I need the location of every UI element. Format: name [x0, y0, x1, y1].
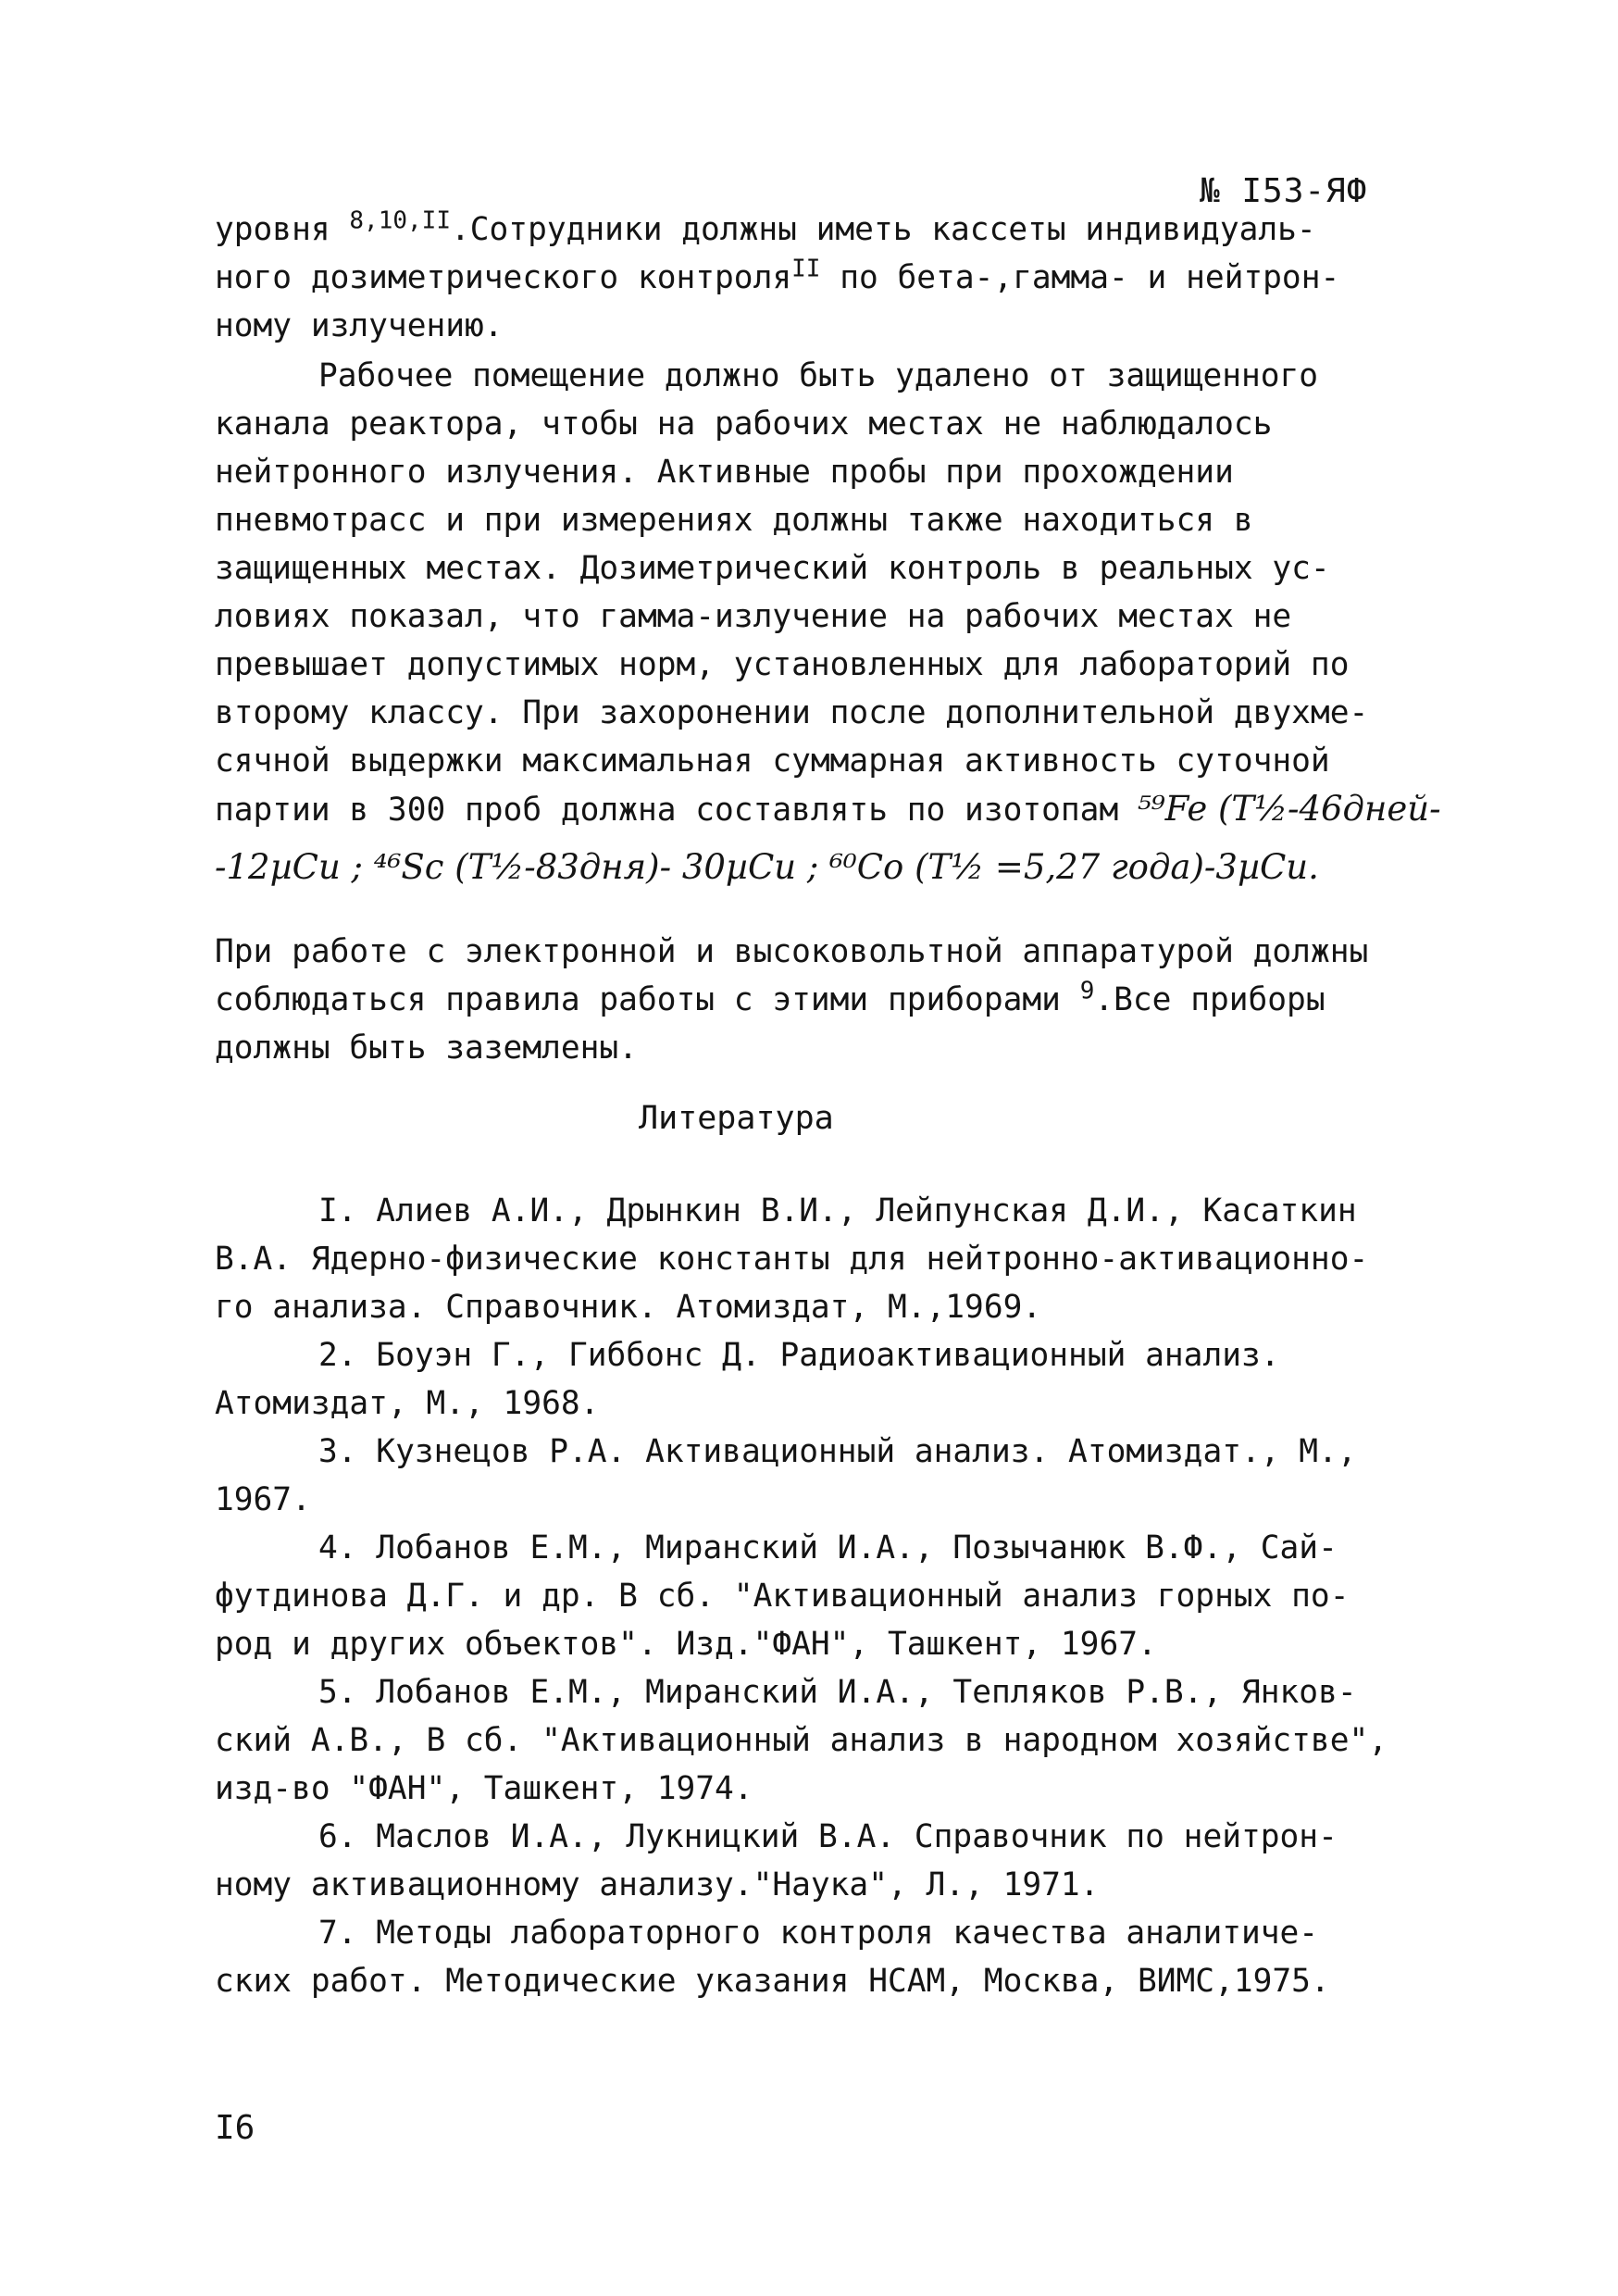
document-number: № I53-ЯФ: [1200, 172, 1368, 210]
text-line: защищенных местах. Дозиметрический контроль в реальных ус-: [215, 550, 1330, 587]
reference-item: I. Алиев А.И., Дрынкин В.И., Лейпунская Д.И., Касаткин В.А. Ядерно-физические константы для нейтронно-активационно- го анализа. Справочник. Атомиздат, М.,1969.: [215, 1192, 1369, 1326]
text-line: При работе с электронной и высоковольтной аппаратурой должны: [215, 933, 1369, 970]
footnote-ref: 8,10,II: [349, 206, 451, 235]
footnote-ref: 9: [1079, 977, 1095, 1005]
reference-item: 7. Методы лабораторного контроля качества аналитиче- ских работ. Методические указания НСАМ, Москва, ВИМС,1975.: [215, 1915, 1330, 2000]
text-line: Рабочее помещение должно быть удалено от защищенного: [318, 357, 1319, 394]
paragraph-equipment: [215, 928, 1418, 1072]
paragraph-dosimetry: [215, 206, 1418, 350]
handwritten-isotope-note: -12µCu ; ⁴⁶Sc (T½-83дня)- 30µCu ; ⁶⁰Co (T½ =5,27 года)-3µCu.: [215, 847, 1319, 887]
text-line: ного дозиметрического контроля$^{II}$ по бета-,гамма- и нейтрон-: [215, 255, 1340, 296]
text-line: второму классу. При захоронении после дополнительной двухме-: [215, 694, 1369, 731]
reference-item: 3. Кузнецов Р.А. Активационный анализ. Атомиздат., М., 1967.: [215, 1433, 1357, 1518]
text-line: сячной выдержки максимальная суммарная активность суточной: [215, 742, 1330, 780]
text-line: нейтронного излучения. Активные пробы при прохождении: [215, 454, 1234, 491]
references-heading: Литература: [639, 1100, 834, 1137]
text-line: превышает допустимых норм, установленных для лабораторий по: [215, 646, 1350, 683]
footnote-ref: II: [791, 255, 821, 283]
reference-list: [215, 1187, 1418, 2005]
reference-item: 6. Маслов И.А., Лукницкий В.А. Справочник по нейтрон- ному активационному анализу."Наука", Л., 1971.: [215, 1818, 1338, 1903]
text-line: соблюдаться правила работы с этими приборами $^9$.Все приборы: [215, 977, 1326, 1018]
text-line: ному излучению.: [215, 307, 504, 344]
text-line: должны быть заземлены.: [215, 1029, 638, 1067]
text-line: пневмотрасс и при измерениях должны также находиться в: [215, 502, 1253, 539]
handwritten-isotope-note: ⁵⁹Fe (T½-46дней-: [1138, 789, 1441, 829]
reference-item: 4. Лобанов Е.М., Миранский И.А., Позычанюк В.Ф., Сай- футдинова Д.Г. и др. В сб. "Активационный анализ горных по- род и других объектов". Изд."ФАН", Ташкент, 1967.: [215, 1529, 1350, 1663]
text-line: партии в 300 проб должна составлять по изотопам ⁵⁹Fe (T½-46дней-: [215, 789, 1441, 829]
reference-item: 5. Лобанов Е.М., Миранский И.А., Тепляков Р.В., Янков- ский А.В., В сб. "Активационный анализ в народном хозяйстве", изд-во "ФАН", Ташкент, 1974.: [215, 1674, 1388, 1807]
text-line: уровня $^{8,10,II}$.Сотрудники должны иметь кассеты индивидуаль-: [215, 206, 1316, 248]
text-line: ловиях показал, что гамма-излучение на рабочих местах не: [215, 598, 1292, 635]
text-line: канала реактора, чтобы на рабочих местах не наблюдалось: [215, 406, 1273, 443]
page-number: I6: [215, 2109, 255, 2147]
paragraph-workplace: [215, 352, 1441, 892]
handwritten-activity-line: [215, 843, 1418, 892]
reference-item: 2. Боуэн Г., Гиббонс Д. Радиоактивационный анализ. Атомиздат, М., 1968.: [215, 1337, 1280, 1422]
